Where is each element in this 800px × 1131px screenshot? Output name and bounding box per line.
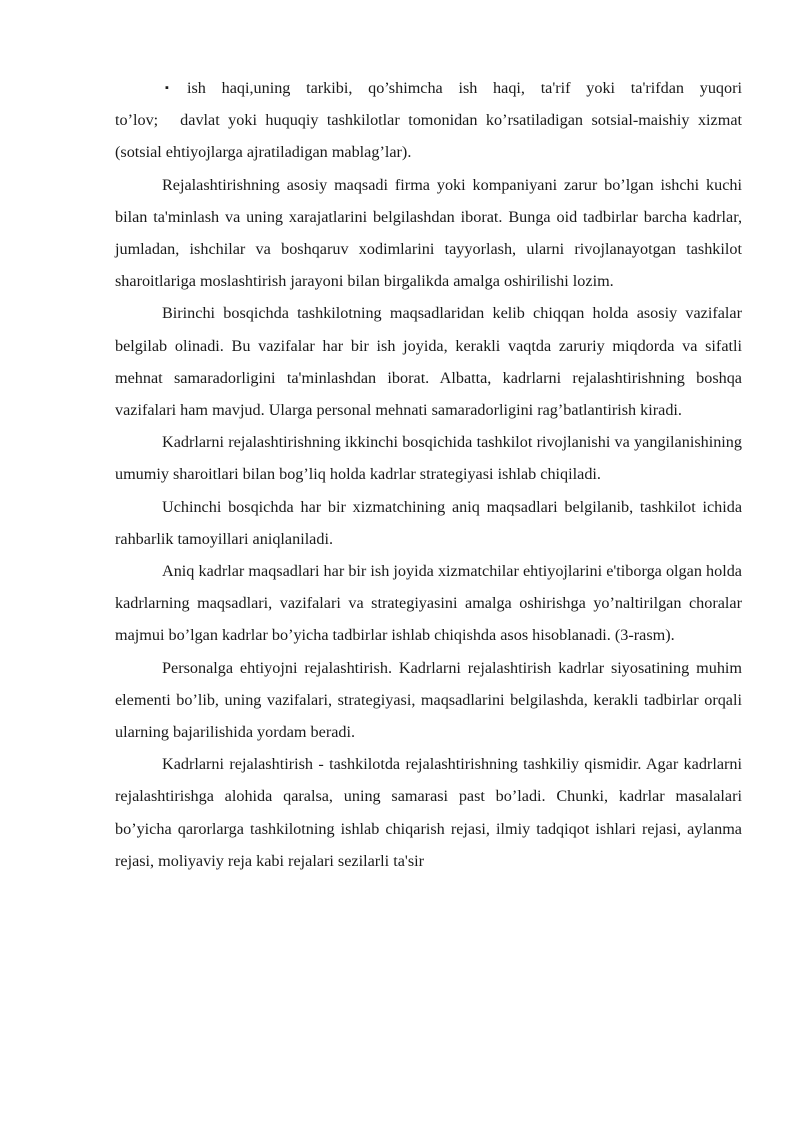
bullet-text-line-2a: to’lov; — [115, 111, 159, 130]
paragraph-1: Rejalashtirishning asosiy maqsadi firma yoki kompaniyani zarur bo’lgan ishchi kuchi bilan ta'minlash va uning xarajatlarini belgilashdan iborat. Bunga oid tadbirlar barcha kadrlar, jumladan, ishchilar va boshqaruv xodimlarini tayyorlash, ularni rivojlanayotgan tashkilot sharoitlariga moslashtirish jarayoni bilan birgalikda amalga oshirilishi lozim. — [115, 175, 742, 291]
paragraph-3: Kadrlarni rejalashtirishning ikkinchi bosqichida tashkilot rivojlanishi va yangilanishining umumiy sharoitlari bilan bog’liq holda kadrlar strategiyasi ishlab chiqiladi. — [115, 433, 742, 484]
paragraph-7: Kadrlarni rejalashtirish - tashkilotda rejalashtirishning tashkiliy qismidir. Agar kadrlarni rejalashtirishga alohida qaralsa, uning samarasi past bo’ladi. Chunki, kadrlar masalalari bo’yicha qarorlarga tashkilotning ishlab chiqarish rejasi, ilmiy tadqiqot ishlari rejasi, aylanma rejasi, moliyaviy reja kabi rejalari sezilarli ta'sir — [115, 755, 742, 870]
bullet-item — [115, 72, 742, 104]
document-body — [115, 72, 742, 877]
paragraph-4: Uchinchi bosqichda har bir xizmatchining aniq maqsadlari belgilanib, tashkilot ichida rahbarlik tamoyillari aniqlaniladi. — [115, 497, 742, 548]
paragraph-5: Aniq kadrlar maqsadlari har bir ish joyida xizmatchilar ehtiyojlarini e'tiborga olgan holda kadrlarning maqsadlari, vazifalari va strategiyasini amalga oshirishga yo’naltirilgan choralar majmui bo’lgan kadrlar bo’yicha tadbirlar ishlab chiqishda asos hisoblanadi. (3-rasm). — [115, 562, 742, 645]
bullet-continuation — [115, 104, 742, 168]
bullet-text-line-2b: davlat yoki huquqiy tashkilotlar tomonidan ko’rsatiladigan sotsial-maishiy — [180, 111, 690, 130]
paragraph-2: Birinchi bosqichda tashkilotning maqsadlaridan kelib chiqqan holda asosiy vazifalar belgilab olinadi. Bu vazifalar har bir ish joyida, kerakli vaqtda zaruriy miqdorda va sifatli mehnat samaradorligini ta'minlashdan iborat. Albatta, kadrlarni rejalashtirishning boshqa vazifalari ham mavjud. Ularga personal mehnati samaradorligini rag’batlantirish kiradi. — [115, 304, 742, 420]
square-bullet-icon: ▪ — [165, 82, 169, 94]
paragraph-6: Personalga ehtiyojni rejalashtirish. Kadrlarni rejalashtirish kadrlar siyosatining muhim elementi bo’lib, uning vazifalari, strategiyasi, maqsadlarini belgilashda, kerakli tadbirlar orqali ularning bajarilishida yordam beradi. — [115, 658, 742, 742]
bullet-text-line-1: ish haqi,uning tarkibi, qo’shimcha ish haqi, ta'rif yoki ta'rifdan yuqori — [187, 79, 742, 97]
bullet-text-line-3: xizmat (sotsial ehtiyojlarga ajratiladigan mablag’lar). — [115, 111, 743, 162]
